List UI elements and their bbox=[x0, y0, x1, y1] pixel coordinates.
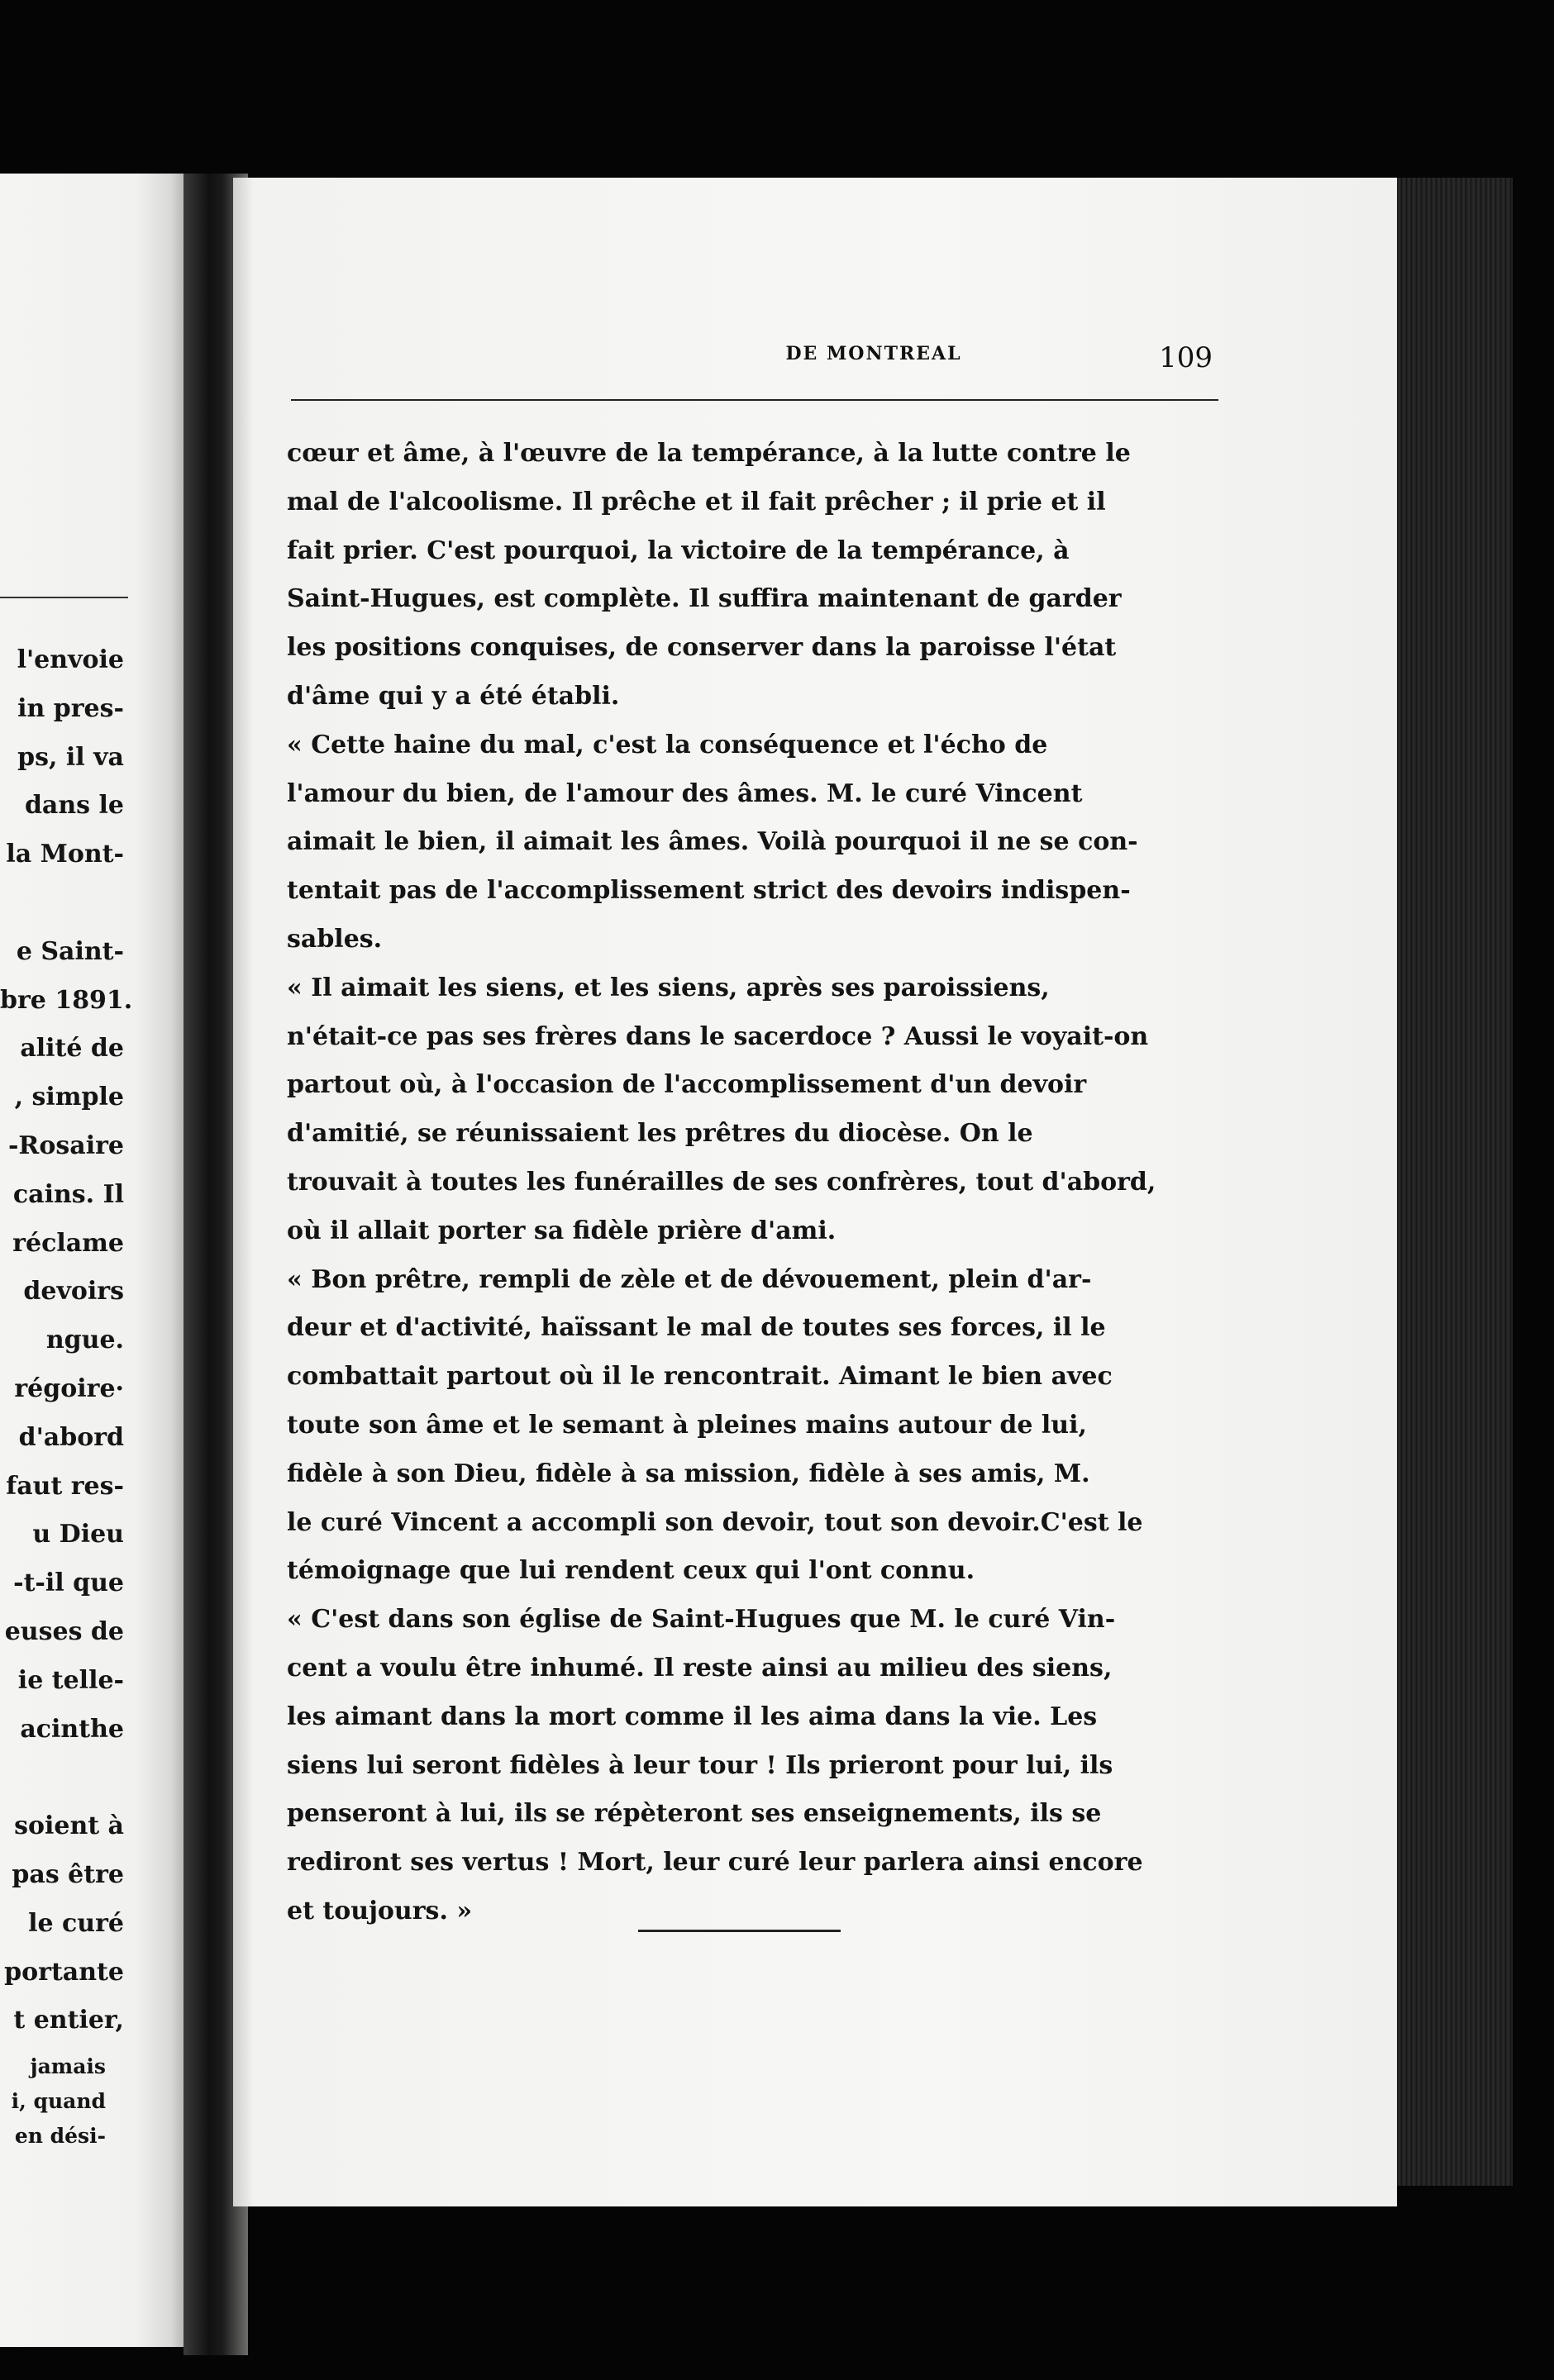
left-line: , simple bbox=[14, 1083, 124, 1112]
left-line: t entier, bbox=[13, 2006, 124, 2035]
left-line: la Mont- bbox=[6, 840, 124, 869]
left-line: e Saint- bbox=[16, 936, 124, 966]
left-line: pas être bbox=[12, 1859, 124, 1889]
text-line: Saint-Hugues, est complète. Il suffira maintenant de garder bbox=[287, 584, 1122, 614]
left-note-line: i, quand bbox=[11, 2089, 106, 2113]
text-line: sables. bbox=[287, 924, 383, 954]
text-line: penseront à lui, ils se répèteront ses enseignements, ils se bbox=[287, 1799, 1102, 1829]
left-line: ngue. bbox=[45, 1326, 124, 1355]
text-line: trouvait à toutes les funérailles de ses confrères, tout d'abord, bbox=[287, 1167, 1156, 1197]
text-line: témoignage que lui rendent ceux qui l'ont connu. bbox=[287, 1556, 975, 1586]
left-line: réclame bbox=[12, 1228, 124, 1258]
text-line: toute son âme et le semant à pleines mains autour de lui, bbox=[287, 1410, 1087, 1440]
left-page-footnote bbox=[0, 2049, 106, 2154]
left-line: u Dieu bbox=[32, 1520, 124, 1549]
body-text bbox=[287, 430, 1221, 1936]
text-line: « Cette haine du mal, c'est la conséquence et l'écho de bbox=[287, 730, 1048, 759]
left-line: -t-il que bbox=[13, 1568, 124, 1598]
text-line: aimait le bien, il aimait les âmes. Voilà pourquoi il ne se con- bbox=[287, 827, 1138, 857]
right-page bbox=[233, 178, 1397, 2206]
text-line: fait prier. C'est pourquoi, la victoire de la tempérance, à bbox=[287, 536, 1070, 565]
left-line: acinthe bbox=[20, 1714, 124, 1744]
left-line: alité de bbox=[20, 1034, 124, 1064]
left-line: in pres- bbox=[17, 693, 124, 723]
left-line: -Rosaire bbox=[7, 1130, 124, 1160]
text-line: « Bon prêtre, rempli de zèle et de dévouement, plein d'ar- bbox=[287, 1264, 1092, 1294]
page-number: 109 bbox=[1159, 341, 1213, 374]
left-page bbox=[0, 174, 194, 2347]
left-line: faut res- bbox=[6, 1471, 124, 1501]
text-line: les positions conquises, de conserver dans la paroisse l'état bbox=[287, 633, 1117, 663]
text-line: partout où, à l'occasion de l'accomplissement d'un devoir bbox=[287, 1070, 1087, 1100]
text-line: et toujours. » bbox=[287, 1896, 473, 1925]
text-line: le curé Vincent a accompli son devoir, tout son devoir.C'est le bbox=[287, 1507, 1143, 1537]
left-line: cains. Il bbox=[12, 1179, 124, 1209]
left-line: régoire· bbox=[14, 1373, 124, 1403]
left-line: soient à bbox=[14, 1811, 124, 1841]
text-line: d'âme qui y a été établi. bbox=[287, 681, 620, 711]
text-line: deur et d'activité, haïssant le mal de toutes ses forces, il le bbox=[287, 1313, 1106, 1343]
text-line: siens lui seront fidèles à leur tour ! Ils prieront pour lui, ils bbox=[287, 1750, 1113, 1780]
text-line: mal de l'alcoolisme. Il prêche et il fait prêcher ; il prie et il bbox=[287, 487, 1106, 516]
left-line: ie telle- bbox=[17, 1665, 124, 1695]
left-page-rule bbox=[0, 597, 128, 598]
left-line bbox=[0, 1754, 124, 1802]
text-line: l'amour du bien, de l'amour des âmes. M. le curé Vincent bbox=[287, 778, 1083, 808]
end-of-section-rule bbox=[638, 1930, 841, 1932]
left-line: le curé bbox=[28, 1908, 124, 1938]
left-note-line: jamais bbox=[30, 2054, 106, 2078]
text-line: « C'est dans son église de Saint-Hugues que M. le curé Vin- bbox=[287, 1605, 1116, 1635]
text-line: tentait pas de l'accomplissement strict des devoirs indispen- bbox=[287, 876, 1131, 906]
text-line: cent a voulu être inhumé. Il reste ainsi au milieu des siens, bbox=[287, 1653, 1113, 1683]
text-line: cœur et âme, à l'œuvre de la tempérance, à la lutte contre le bbox=[287, 439, 1131, 468]
text-line: rediront ses vertus ! Mort, leur curé leur parlera ainsi encore bbox=[287, 1848, 1143, 1878]
left-line: bre 1891. bbox=[0, 985, 133, 1015]
text-line: fidèle à son Dieu, fidèle à sa mission, fidèle à ses amis, M. bbox=[287, 1459, 1090, 1488]
left-line: euses de bbox=[4, 1616, 124, 1646]
left-line bbox=[0, 879, 124, 928]
left-line: portante bbox=[4, 1957, 124, 1987]
text-line: « Il aimait les siens, et les siens, après ses paroissiens, bbox=[287, 973, 1050, 1002]
text-line: n'était-ce pas ses frères dans le sacerdoce ? Aussi le voyait-on bbox=[287, 1021, 1149, 1051]
left-line: dans le bbox=[24, 791, 124, 821]
left-line: l'envoie bbox=[17, 645, 124, 674]
left-line: ps, il va bbox=[17, 742, 124, 772]
left-line: devoirs bbox=[23, 1277, 124, 1307]
page-stack-edge bbox=[1397, 178, 1513, 2186]
left-note-line: en dési- bbox=[14, 2124, 106, 2148]
left-line: d'abord bbox=[18, 1422, 124, 1452]
running-head: DE MONTREAL bbox=[785, 343, 962, 364]
text-line: où il allait porter sa fidèle prière d'ami. bbox=[287, 1216, 837, 1245]
text-line: d'amitié, se réunissaient les prêtres du diocèse. On le bbox=[287, 1119, 1033, 1149]
left-page-text bbox=[0, 636, 133, 2045]
text-line: les aimant dans la mort comme il les aima dans la vie. Les bbox=[287, 1702, 1098, 1731]
text-line: combattait partout où il le rencontrait. Aimant le bien avec bbox=[287, 1362, 1113, 1392]
header-rule bbox=[291, 399, 1218, 401]
